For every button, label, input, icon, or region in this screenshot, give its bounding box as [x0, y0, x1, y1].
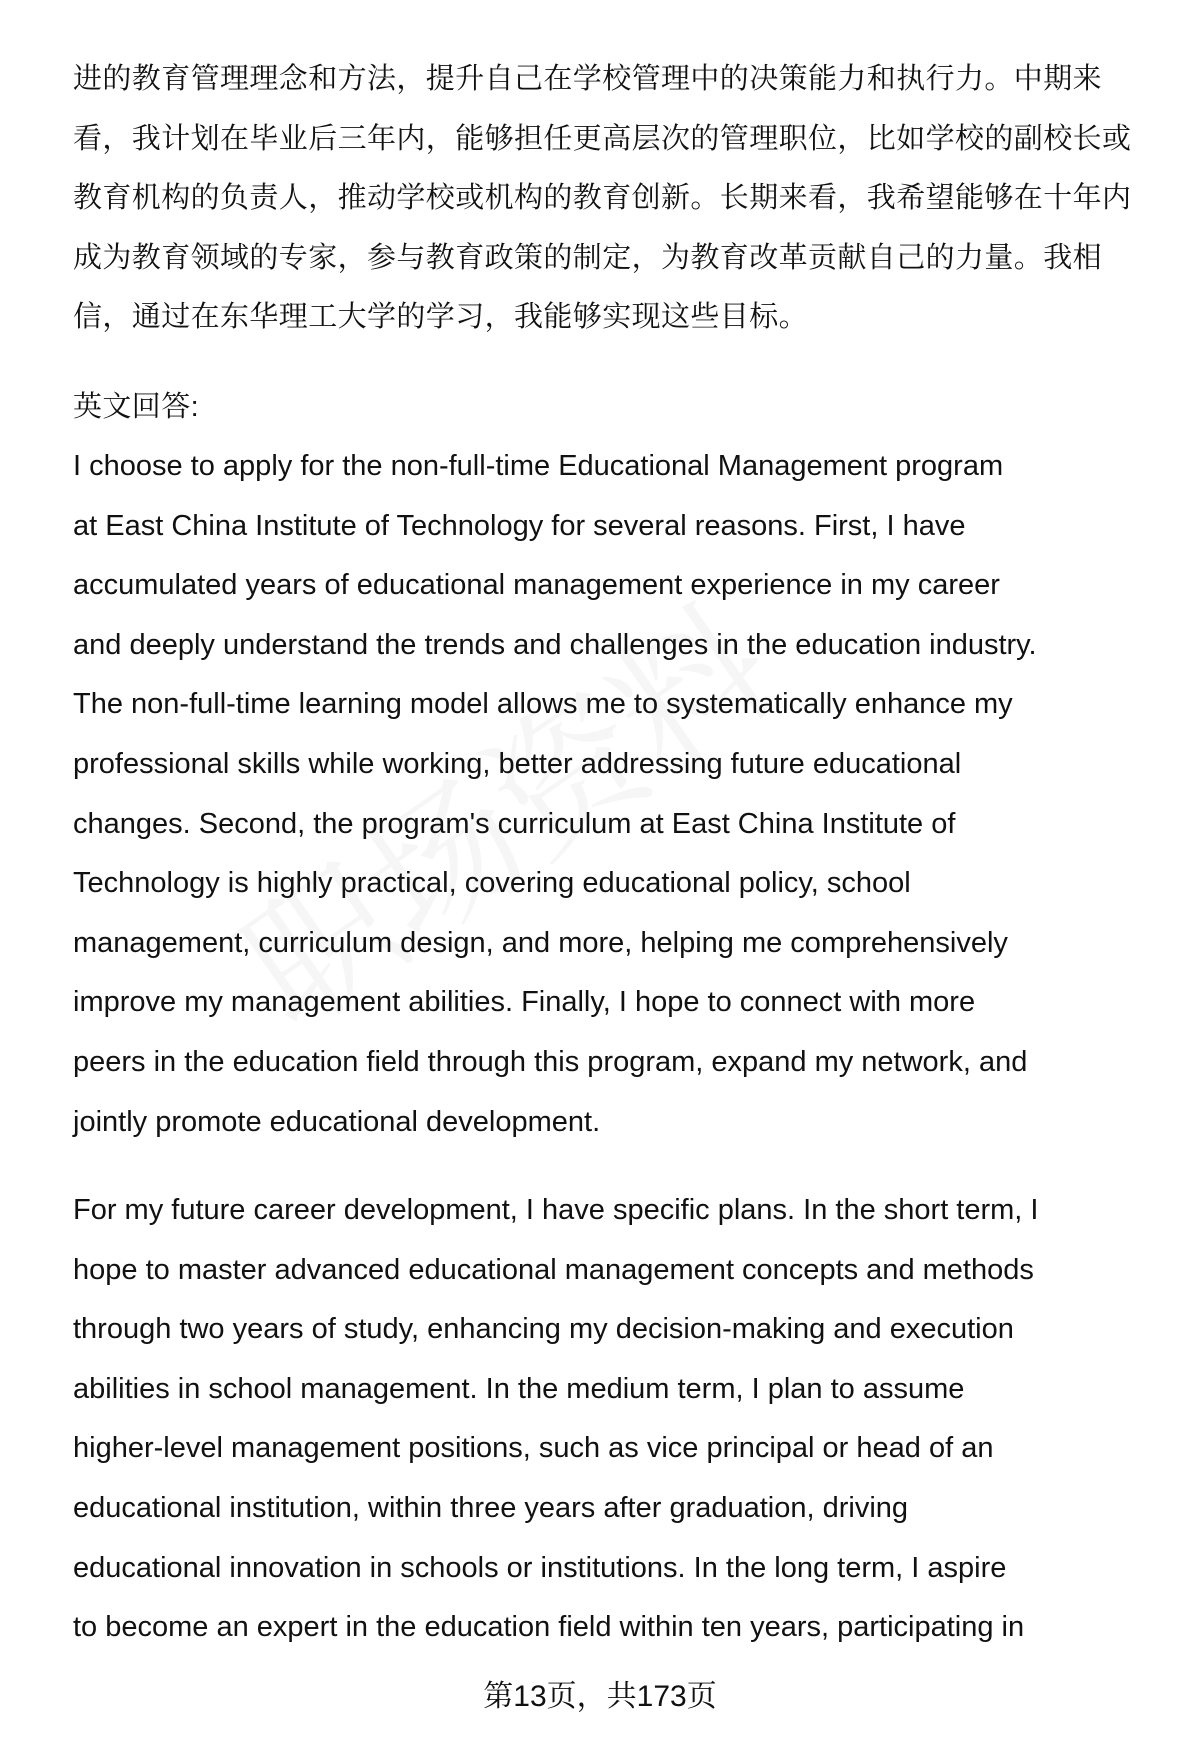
- text-line: educational innovation in schools or institutions. In the long term, I aspire: [73, 1551, 1007, 1584]
- text-line: Technology is highly practical, covering educational policy, school: [73, 867, 911, 900]
- english-answer-label: 英文回答:: [73, 391, 200, 423]
- text-line: abilities in school management. In the medium term, I plan to assume: [73, 1372, 965, 1405]
- text-line: professional skills while working, better addressing future educational: [73, 747, 962, 780]
- english-paragraph-2: [73, 1181, 1183, 1658]
- text-line: peers in the education field through this program, expand my network, and: [73, 1045, 1028, 1078]
- text-line: accumulated years of educational management experience in my career: [73, 569, 1000, 602]
- text-line: higher-level management positions, such as vice principal or head of an: [73, 1432, 994, 1465]
- text-line: at East China Institute of Technology for several reasons. First, I have: [73, 509, 966, 542]
- text-line: 进的教育管理理念和方法，提升自己在学校管理中的决策能力和执行力。中期来: [73, 63, 1103, 95]
- text-line: changes. Second, the program's curriculum at East China Institute of: [73, 807, 956, 840]
- text-line: to become an expert in the education field within ten years, participating in: [73, 1611, 1025, 1644]
- text-line: For my future career development, I have specific plans. In the short term, I: [73, 1194, 1039, 1226]
- text-line: 看，我计划在毕业后三年内，能够担任更高层次的管理职位，比如学校的副校长或: [73, 122, 1132, 155]
- text-line: I choose to apply for the non-full-time Educational Management program: [73, 450, 1004, 482]
- page-number-footer: 第13页，共173页: [483, 1680, 717, 1713]
- text-line: 信，通过在东华理工大学的学习，我能够实现这些目标。: [73, 301, 809, 334]
- english-paragraph-1: [73, 437, 1183, 1152]
- text-line: jointly promote educational development.: [73, 1105, 601, 1138]
- text-line: hope to master advanced educational management concepts and methods: [73, 1253, 1034, 1286]
- text-line: improve my management abilities. Finally, I hope to connect with more: [73, 986, 976, 1019]
- text-line: 教育机构的负责人，推动学校或机构的教育创新。长期来看，我希望能够在十年内: [73, 182, 1132, 215]
- text-line: 成为教育领域的专家，参与教育政策的制定，为教育改革贡献自己的力量。我相: [73, 241, 1103, 274]
- text-line: educational institution, within three years after graduation, driving: [73, 1491, 909, 1524]
- text-line: through two years of study, enhancing my decision-making and execution: [73, 1313, 1014, 1346]
- text-line: The non-full-time learning model allows me to systematically enhance my: [73, 688, 1013, 721]
- chinese-paragraph: [73, 50, 1183, 348]
- text-line: management, curriculum design, and more, helping me comprehensively: [73, 926, 1008, 959]
- text-line: and deeply understand the trends and challenges in the education industry.: [73, 628, 1037, 661]
